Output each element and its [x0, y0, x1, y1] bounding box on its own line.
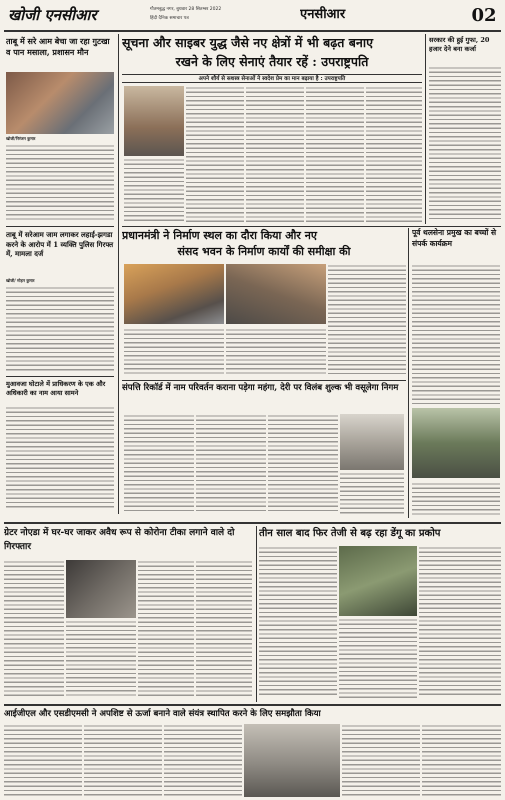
- right-box-headline: सरकार की हुई गुफा, 20 हजार देने बना कर्जा: [429, 36, 490, 53]
- vice-president-photo: [124, 86, 184, 156]
- vaccine-story-body-1: [4, 560, 64, 698]
- left-story-1-headline: ताबू में सरे आम बेचा जा रहा गुटखा व पान मसाला, प्रशासन मौन: [6, 36, 110, 57]
- masthead-rule: [4, 30, 501, 32]
- story5-separator: [256, 526, 257, 702]
- vaccine-story-body-3: [138, 560, 194, 698]
- top-story: [122, 34, 422, 224]
- property-story: [122, 382, 406, 520]
- top-story-body-2: [246, 86, 304, 222]
- top-story-body-0: [124, 158, 184, 222]
- army-chief-story: [408, 228, 501, 518]
- arrest-photo: [66, 560, 136, 618]
- story2-top-rule: [122, 226, 501, 227]
- story5-top-rule: [4, 522, 501, 524]
- pm-site-photo-2: [226, 264, 326, 324]
- pm-story-headline-1: प्रधानमंत्री ने निर्माण स्थल का दौरा किया और नए: [122, 229, 317, 242]
- igl-story-body-4: [342, 724, 420, 797]
- left-story-3-headline: मुआवजा घोटाले में प्राधिकरण के एक और अधिकारी का नाम आया सामने: [6, 380, 106, 397]
- army-chief-body-2: [412, 482, 500, 516]
- pm-story-body-3: [226, 328, 326, 374]
- vaccine-story-body-2: [66, 620, 136, 698]
- property-story-body-2: [196, 414, 266, 514]
- property-story-body-3: [268, 414, 338, 514]
- left-divider-2: [6, 376, 114, 377]
- masthead-edition: हिंदी दैनिक समाचार पत्र: [150, 16, 189, 21]
- top-story-headline-1: सूचना और साइबर युद्ध जैसे नए क्षेत्रों में भी बढ़त बनाए: [122, 35, 373, 50]
- igl-story-body-1: [4, 724, 82, 797]
- left-story-1-caption: खोजी/निरंजन कुमार: [6, 136, 36, 141]
- igl-story: [4, 707, 501, 799]
- pm-story: [122, 228, 406, 378]
- vaccine-story: [4, 526, 254, 702]
- municipal-office-photo: [340, 414, 404, 470]
- pm-story-body-1: [328, 264, 406, 374]
- top-story-body-1: [186, 86, 244, 222]
- left-story-3-body: [6, 406, 114, 510]
- property-story-headline: संपत्ति रिकॉर्ड में नाम परिवर्तन कराना पड़ेगा महंगा, देरी पर विलंब शुल्क भी वसूलेगा निगम: [122, 383, 399, 393]
- dengue-story-body-2: [339, 618, 417, 698]
- top-story-headline-2: रखने के लिए सेनाएं तैयार रहें : उपराष्ट्रपति: [175, 54, 369, 69]
- vaccine-story-body-4: [196, 560, 252, 698]
- pm-story-headline-2: संसद भवन के निर्माण कार्यों की समीक्षा की: [177, 245, 351, 258]
- vaccine-story-headline: ग्रेटर नोएडा में घर-घर जाकर अवैध रूप से कोरोना टीका लगाने वाले दो गिरफ्तार: [4, 528, 235, 552]
- igl-story-body-2: [84, 724, 162, 797]
- right-box: [425, 34, 501, 224]
- section-label: एनसीआर: [300, 7, 346, 22]
- pm-story-body-2: [124, 328, 224, 374]
- market-photo: [6, 72, 114, 134]
- left-story-2-body: [6, 286, 114, 372]
- top-story-body-4: [366, 86, 422, 222]
- mosquito-photo: [339, 546, 417, 616]
- left-story-2-byline: खोजी/ मोहन कुमार: [6, 278, 35, 283]
- top-story-body-3: [306, 86, 364, 222]
- dengue-story-body-3: [419, 546, 501, 698]
- property-story-body-4: [340, 472, 404, 514]
- pm-site-photo-1: [124, 264, 224, 324]
- army-chief-headline: पूर्व थलसेना प्रमुख का बच्चों से संपर्क कार्यक्रम: [412, 228, 497, 248]
- dengue-story-headline: तीन साल बाद फिर तेजी से बढ़ रहा डेंगू का प्रकोप: [259, 528, 441, 539]
- story4-top-rule: [122, 380, 406, 381]
- left-col-separator: [118, 34, 119, 514]
- masthead: [0, 0, 505, 30]
- property-story-body-1: [124, 414, 194, 514]
- army-chief-body: [412, 264, 500, 404]
- page-number: 02: [471, 5, 497, 26]
- dengue-story: [259, 526, 501, 702]
- igl-story-body-5: [422, 724, 501, 797]
- story7-top-rule: [4, 704, 501, 706]
- dengue-story-body-1: [259, 546, 337, 698]
- left-column: [4, 34, 116, 514]
- masthead-date: गौतमबुद्ध नगर, बुधवार 28 सितम्बर 2022: [150, 7, 222, 12]
- igl-story-body-3: [164, 724, 242, 797]
- masthead-brand: खोजी एनसीआर: [8, 6, 97, 24]
- top-story-subhead: अपने शौर्य से सशस्त्र सेनाओं ने स्वदेश प्रेम का मान बढ़ाया है : उपराष्ट्रपति: [122, 74, 422, 83]
- left-story-2-headline: ताबू में सरेआम जाम लगाकर लहाई-झगडा करने के आरोप में 1 व्यक्ति पुलिस गिरफ्त में, मामला दर्ज: [6, 230, 114, 258]
- right-box-body: [429, 66, 501, 222]
- agreement-photo: [244, 724, 340, 797]
- left-story-1-body: [6, 144, 114, 222]
- army-chief-photo: [412, 408, 500, 478]
- igl-story-headline: आईजीएल और एसडीएमसी ने अपशिष्ट से ऊर्जा बनाने वाले संयंत्र स्थापित करने के लिए समझौता किया: [4, 709, 321, 719]
- left-divider-1: [6, 226, 114, 227]
